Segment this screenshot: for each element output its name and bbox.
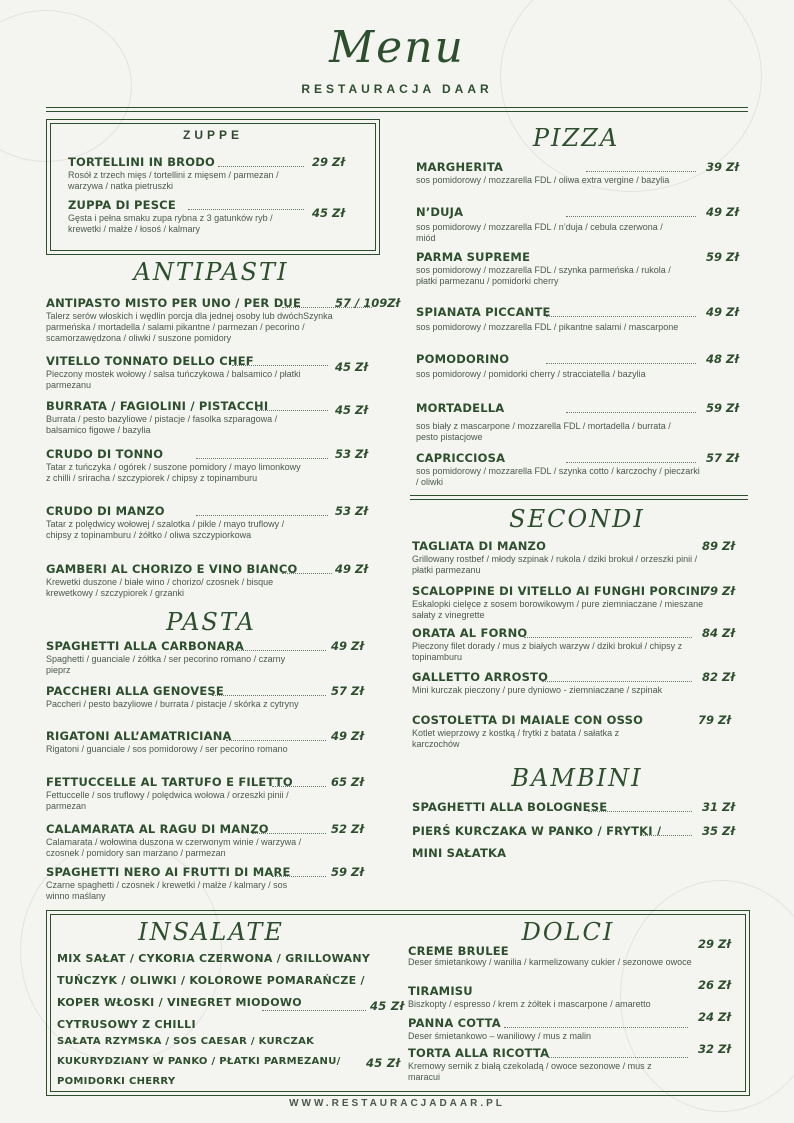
section-title-zuppe: ZUPPE [182, 128, 243, 142]
item-price: 39 Zł [706, 160, 739, 174]
menu-item [408, 1010, 738, 1042]
menu-item [68, 198, 368, 235]
menu-item [46, 729, 376, 755]
item-name: CRUDO DI TONNO [46, 447, 164, 461]
item-price: 84 Zł [702, 626, 735, 640]
menu-item [46, 447, 376, 484]
item-name: ANTIPASTO MISTO PER UNO / PER DUE [46, 296, 302, 310]
website-link[interactable]: WWW.RESTAURACJADAAR.PL [289, 1098, 505, 1109]
item-price: 32 Zł [698, 1042, 731, 1056]
item-name: MINI SAŁATKA [412, 846, 507, 860]
menu-item [46, 865, 376, 902]
menu-item [46, 639, 376, 676]
item-description: Eskalopki cielęce z sosem borowikowym / pure ziemniaczane / mieszane sałaty z vinegrette [412, 599, 704, 620]
menu-item [46, 822, 376, 859]
menu-item [416, 352, 740, 380]
item-description: Burrata / pesto bazyliowe / pistacje / fasolka szparagowa / balsamico figowe / bazylia [46, 414, 278, 435]
item-name: GALLETTO ARROSTO [412, 670, 549, 684]
menu-item [416, 250, 740, 287]
item-description: sos pomidorowy / mozzarella FDL / szynka cotto / karczochy / pieczarki / oliwki [416, 466, 700, 487]
item-name: CREME BRULEE [408, 944, 509, 958]
item-name: COSTOLETTA DI MAIALE CON OSSO [412, 713, 644, 727]
item-description: sos pomidorowy / mozzarella FDL / n’duja / cebula czerwona / miód [416, 222, 663, 243]
item-name: FETTUCCELLE AL TARTUFO E FILETTO [46, 775, 293, 789]
item-name: SCALOPPINE DI VITELLO AI FUNGHI PORCINI [412, 584, 705, 598]
item-price: 57 Zł [331, 684, 364, 698]
item-price: 31 Zł [702, 800, 735, 814]
header-divider-thin [46, 111, 748, 112]
item-description: sos pomidorowy / mozzarella FDL / pikantne salami / mascarpone [416, 322, 679, 332]
item-name: SPIANATA PICCANTE [416, 305, 551, 319]
item-price: 45 Zł [366, 1056, 401, 1070]
item-name: POMODORINO [416, 352, 510, 366]
item-price: 57 Zł [706, 451, 739, 465]
item-name: PIERŚ KURCZAKA W PANKO / FRYTKI / [412, 824, 662, 838]
item-price: 57 / 109Zł [335, 296, 400, 310]
item-price: 53 Zł [335, 447, 368, 461]
item-description: Tatar z tuńczyka / ogórek / suszone pomidory / mayo limonkowy z chilli / sriracha / szczypiorek / chipsy z topinamburu [46, 462, 301, 483]
item-description: Kremowy sernik z białą czekoladą / owoce sezonowe / mus z maracui [408, 1061, 652, 1082]
menu-item [412, 713, 740, 750]
item-price: 29 Zł [698, 937, 731, 951]
item-description: sos biały z mascarpone / mozzarella FDL / mortadella / burrata / pesto pistacjowe [416, 421, 671, 442]
item-price: 35 Zł [702, 824, 735, 838]
item-name: TORTELLINI IN BRODO [68, 155, 215, 169]
item-description: Deser śmietankowo – waniliowy / mus z malin [408, 1031, 592, 1041]
item-description: Calamarata / wołowina duszona w czerwonym winie / warzywa / czosnek / pomidory san marzano / parmezan [46, 837, 302, 858]
item-price: 45 Zł [370, 999, 405, 1013]
section-title-antipasti: ANTIPASTI [133, 258, 289, 286]
menu-item [416, 401, 740, 443]
item-description: Pieczony mostek wołowy / salsa tuńczykowa / balsamico / płatki parmezanu [46, 369, 301, 390]
section-title-insalate: INSALATE [138, 918, 284, 946]
item-name: TAGLIATA DI MANZO [412, 539, 547, 553]
item-description: Biszkopty / espresso / krem z żółtek i mascarpone / amaretto [408, 999, 651, 1009]
item-price: 79 Zł [702, 584, 735, 598]
section-title-pasta: PASTA [166, 608, 256, 636]
item-description: Talerz serów włoskich i wędlin porcja dla jednej osoby lub dwóchSzynka parmeńska / mortadella / salami pikantne / parmezan / pecorino / scamorzawędzona / oliwki / suszone pomidory [46, 311, 333, 343]
item-price: 45 Zł [335, 360, 368, 374]
item-price: 49 Zł [706, 305, 739, 319]
menu-item [416, 160, 740, 186]
menu-item [46, 399, 376, 436]
item-name: SPAGHETTI ALLA BOLOGNESE [412, 800, 608, 814]
item-price: 59 Zł [331, 865, 364, 879]
item-description: Spaghetti / guanciale / żółtka / ser pecorino romano / czarny pieprz [46, 654, 286, 675]
pizza-divider [410, 495, 748, 496]
section-title-pizza: PIZZA [532, 124, 620, 152]
menu-item [46, 354, 376, 391]
menu-item [416, 451, 740, 488]
salad-line: POMIDORKI CHERRY [57, 1076, 176, 1087]
salad-line: KUKURYDZIANY W PANKO / PŁATKI PARMEZANU/ [57, 1056, 341, 1067]
item-description: Rosół z trzech mięs / tortellini z mięsem / parmezan / warzywa / natka pietruszki [68, 170, 279, 191]
item-name: CRUDO DI MANZO [46, 504, 165, 518]
section-title-dolci: DOLCI [521, 918, 615, 946]
item-price: 79 Zł [698, 713, 731, 727]
item-name: ORATA AL FORNO [412, 626, 528, 640]
item-price: 45 Zł [312, 206, 345, 220]
item-description: sos pomidorowy / mozzarella FDL / szynka parmeńska / rukola / płatki parmezanu / pomidorki cherry [416, 265, 671, 286]
item-description: Pieczony filet dorady / mus z białych warzyw / dziki brokuł / chipsy z topinamburu [412, 641, 683, 662]
salad-line: TUŃCZYK / OLIWKI / KOLOROWE POMARAŃCZE / [57, 974, 365, 987]
salad-line: MIX SAŁAT / CYKORIA CZERWONA / GRILLOWANY [57, 952, 371, 965]
section-title-secondi: SECONDI [509, 505, 645, 533]
item-description: Kotlet wieprzowy z kostką / frytki z batata / sałatka z karczochów [412, 728, 620, 749]
item-description: Grillowany rostbef / młody szpinak / rukola / dziki brokuł / orzeszki pinii / płatki parmezanu [412, 554, 698, 575]
item-name: CALAMARATA AL RAGU DI MANZO [46, 822, 269, 836]
item-price: 49 Zł [706, 205, 739, 219]
menu-item [408, 1042, 738, 1083]
menu-item [46, 562, 376, 599]
salad-line: CYTRUSOWY Z CHILLI [57, 1018, 196, 1031]
item-name: GAMBERI AL CHORIZO E VINO BIANCO [46, 562, 298, 576]
item-description: sos pomidorowy / pomidorki cherry / stracciatella / bazylia [416, 369, 646, 379]
item-name: PACCHERI ALLA GENOVESE [46, 684, 224, 698]
salad-line: KOPER WŁOSKI / VINEGRET MIODOWO [57, 996, 302, 1009]
item-price: 29 Zł [312, 155, 345, 169]
item-price: 26 Zł [698, 978, 731, 992]
item-name: PANNA COTTA [408, 1016, 501, 1030]
section-title-bambini: BAMBINI [511, 764, 643, 792]
menu-item [412, 584, 740, 621]
header-divider [46, 107, 748, 108]
item-description: Deser śmietankowy / wanilia / karmelizowany cukier / sezonowe owoce [408, 957, 692, 967]
item-name: SPAGHETTI NERO AI FRUTTI DI MARE [46, 865, 291, 879]
menu-item [46, 296, 398, 344]
item-name: N’DUJA [416, 205, 464, 219]
item-name: TIRAMISU [408, 984, 473, 998]
item-name: SPAGHETTI ALLA CARBONARA [46, 639, 244, 653]
item-name: ZUPPA DI PESCE [68, 198, 176, 212]
item-price: 49 Zł [331, 639, 364, 653]
menu-item [412, 626, 740, 663]
item-description: Rigatoni / guanciale / sos pomidorowy / ser pecorino romano [46, 744, 288, 754]
salad-line: SAŁATA RZYMSKA / SOS CAESAR / KURCZAK [57, 1036, 315, 1047]
item-description: sos pomidorowy / mozzarella FDL / oliwa extra vergine / bazylia [416, 175, 670, 185]
item-price: 45 Zł [335, 403, 368, 417]
item-price: 89 Zł [702, 539, 735, 553]
item-name: RIGATONI ALL’AMATRICIANA [46, 729, 232, 743]
menu-item [408, 937, 738, 968]
menu-item [46, 775, 376, 812]
item-name: BURRATA / FAGIOLINI / PISTACCHI [46, 399, 269, 413]
item-price: 53 Zł [335, 504, 368, 518]
menu-item [412, 539, 740, 576]
item-price: 48 Zł [706, 352, 739, 366]
item-description: Mini kurczak pieczony / pure dyniowo - ziemniaczane / szpinak [412, 685, 663, 695]
item-price: 49 Zł [335, 562, 368, 576]
menu-item [46, 504, 376, 541]
item-name: MORTADELLA [416, 401, 505, 415]
item-price: 24 Zł [698, 1010, 731, 1024]
restaurant-name: RESTAURACJA DAAR [301, 82, 493, 96]
item-description: Czarne spaghetti / czosnek / krewetki / małże / kalmary / sos winno maślany [46, 880, 288, 901]
item-description: Paccheri / pesto bazyliowe / burrata / pistacje / skórka z cytryny [46, 699, 299, 709]
menu-item [46, 684, 376, 710]
item-price: 49 Zł [331, 729, 364, 743]
item-description: Tatar z polędwicy wołowej / szalotka / pikle / mayo truflowy / chipsy z topinamburu / żółtko / oliwa szczypiorkowa [46, 519, 285, 540]
menu-title: Menu [329, 22, 465, 73]
item-name: VITELLO TONNATO DELLO CHEF [46, 354, 254, 368]
menu-item [412, 846, 740, 860]
item-name: MARGHERITA [416, 160, 504, 174]
item-price: 52 Zł [331, 822, 364, 836]
menu-item [416, 305, 740, 333]
menu-item [412, 824, 740, 838]
menu-item [408, 978, 738, 1010]
item-name: TORTA ALLA RICOTTA [408, 1046, 550, 1060]
item-price: 65 Zł [331, 775, 364, 789]
menu-item [68, 155, 368, 192]
item-name: PARMA SUPREME [416, 250, 531, 264]
menu-item [412, 670, 740, 696]
item-description: Gęsta i pełna smaku zupa rybna z 3 gatunków ryb / krewetki / małże / łosoś / kalmary [68, 213, 273, 234]
menu-item [412, 800, 740, 814]
item-description: Fettuccelle / sos truflowy / polędwica wołowa / orzeszki pinii / parmezan [46, 790, 289, 811]
item-name: CAPRICCIOSA [416, 451, 506, 465]
item-price: 59 Zł [706, 401, 739, 415]
item-price: 82 Zł [702, 670, 735, 684]
item-description: Krewetki duszone / białe wino / chorizo/ czosnek / bisque krewetkowy / szczypiorek / grzanki [46, 577, 274, 598]
menu-item [416, 205, 740, 244]
item-price: 59 Zł [706, 250, 739, 264]
